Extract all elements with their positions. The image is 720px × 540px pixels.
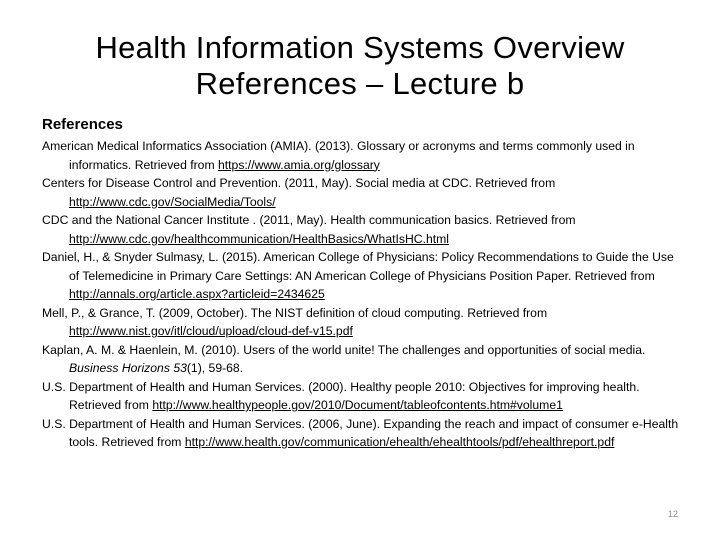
reference-link[interactable]: http://www.cdc.gov/SocialMedia/Tools/ — [69, 194, 276, 209]
reference-text: Mell, P., & Grance, T. (2009, October). The NIST definition of cloud computing. Retrieved from — [42, 305, 548, 320]
reference-text: American Medical Informatics Association (AMIA). (2013). Glossary or acronyms and terms commonly used in informatics. Retrieved from — [42, 139, 635, 172]
reference-item — [42, 137, 682, 174]
references-heading: References — [42, 116, 123, 133]
references-list — [42, 137, 682, 452]
reference-item — [42, 304, 682, 341]
reference-link[interactable]: http://www.cdc.gov/healthcommunication/HealthBasics/WhatIsHC.html — [69, 231, 449, 246]
reference-text: U.S. Department of Health and Human Services. (2006, June). Expanding the reach and impact of consumer e-Health tools. Retrieved from — [42, 416, 679, 449]
reference-text: CDC and the National Cancer Institute . (2011, May). Health communication basics. Retrieved from — [42, 213, 576, 227]
reference-item — [42, 211, 682, 248]
slide-title — [0, 30, 720, 102]
journal-title: Business Horizons 53 — [69, 361, 187, 375]
slide-title-line-1: Health Information Systems Overview — [95, 30, 625, 65]
reference-text: U.S. Department of Health and Human Services. (2000). Healthy people 2010: Objectives for improving health. Retrieved from — [42, 379, 640, 412]
reference-link[interactable]: http://www.nist.gov/itl/cloud/upload/cloud-def-v15.pdf — [69, 324, 353, 338]
reference-text-end: (1), 59-68. — [186, 361, 244, 375]
reference-link[interactable]: http://www.health.gov/communication/ehealth/ehealthtools/pdf/ehealthreport.pdf — [184, 435, 615, 449]
reference-item — [42, 341, 682, 378]
reference-text: Daniel, H., & Snyder Sulmasy, L. (2015). American College of Physicians: Policy Recommendations to Guide the Use of Telemedicine in Primary Care Settings: AN American College of Physicians Position Paper. Retrieved from — [42, 250, 674, 283]
reference-link[interactable]: https://www.amia.org/glossary — [218, 157, 380, 172]
slide-title-line-2: References – Lecture b — [195, 66, 525, 101]
reference-link[interactable]: http://annals.org/article.aspx?articleid=2434625 — [69, 287, 325, 301]
reference-item — [42, 248, 682, 304]
reference-item — [42, 378, 682, 415]
page-number: 12 — [667, 509, 678, 519]
reference-text: Kaplan, A. M. & Haenlein, M. (2010). Users of the world unite! The challenges and opportunities of social media. — [42, 342, 646, 357]
reference-item — [42, 174, 682, 211]
reference-item — [42, 415, 682, 452]
reference-text: Centers for Disease Control and Prevention. (2011, May). Social media at CDC. Retrieved from — [42, 176, 556, 190]
reference-link[interactable]: http://www.healthypeople.gov/2010/Document/tableofcontents.htm#volume1 — [152, 398, 563, 412]
